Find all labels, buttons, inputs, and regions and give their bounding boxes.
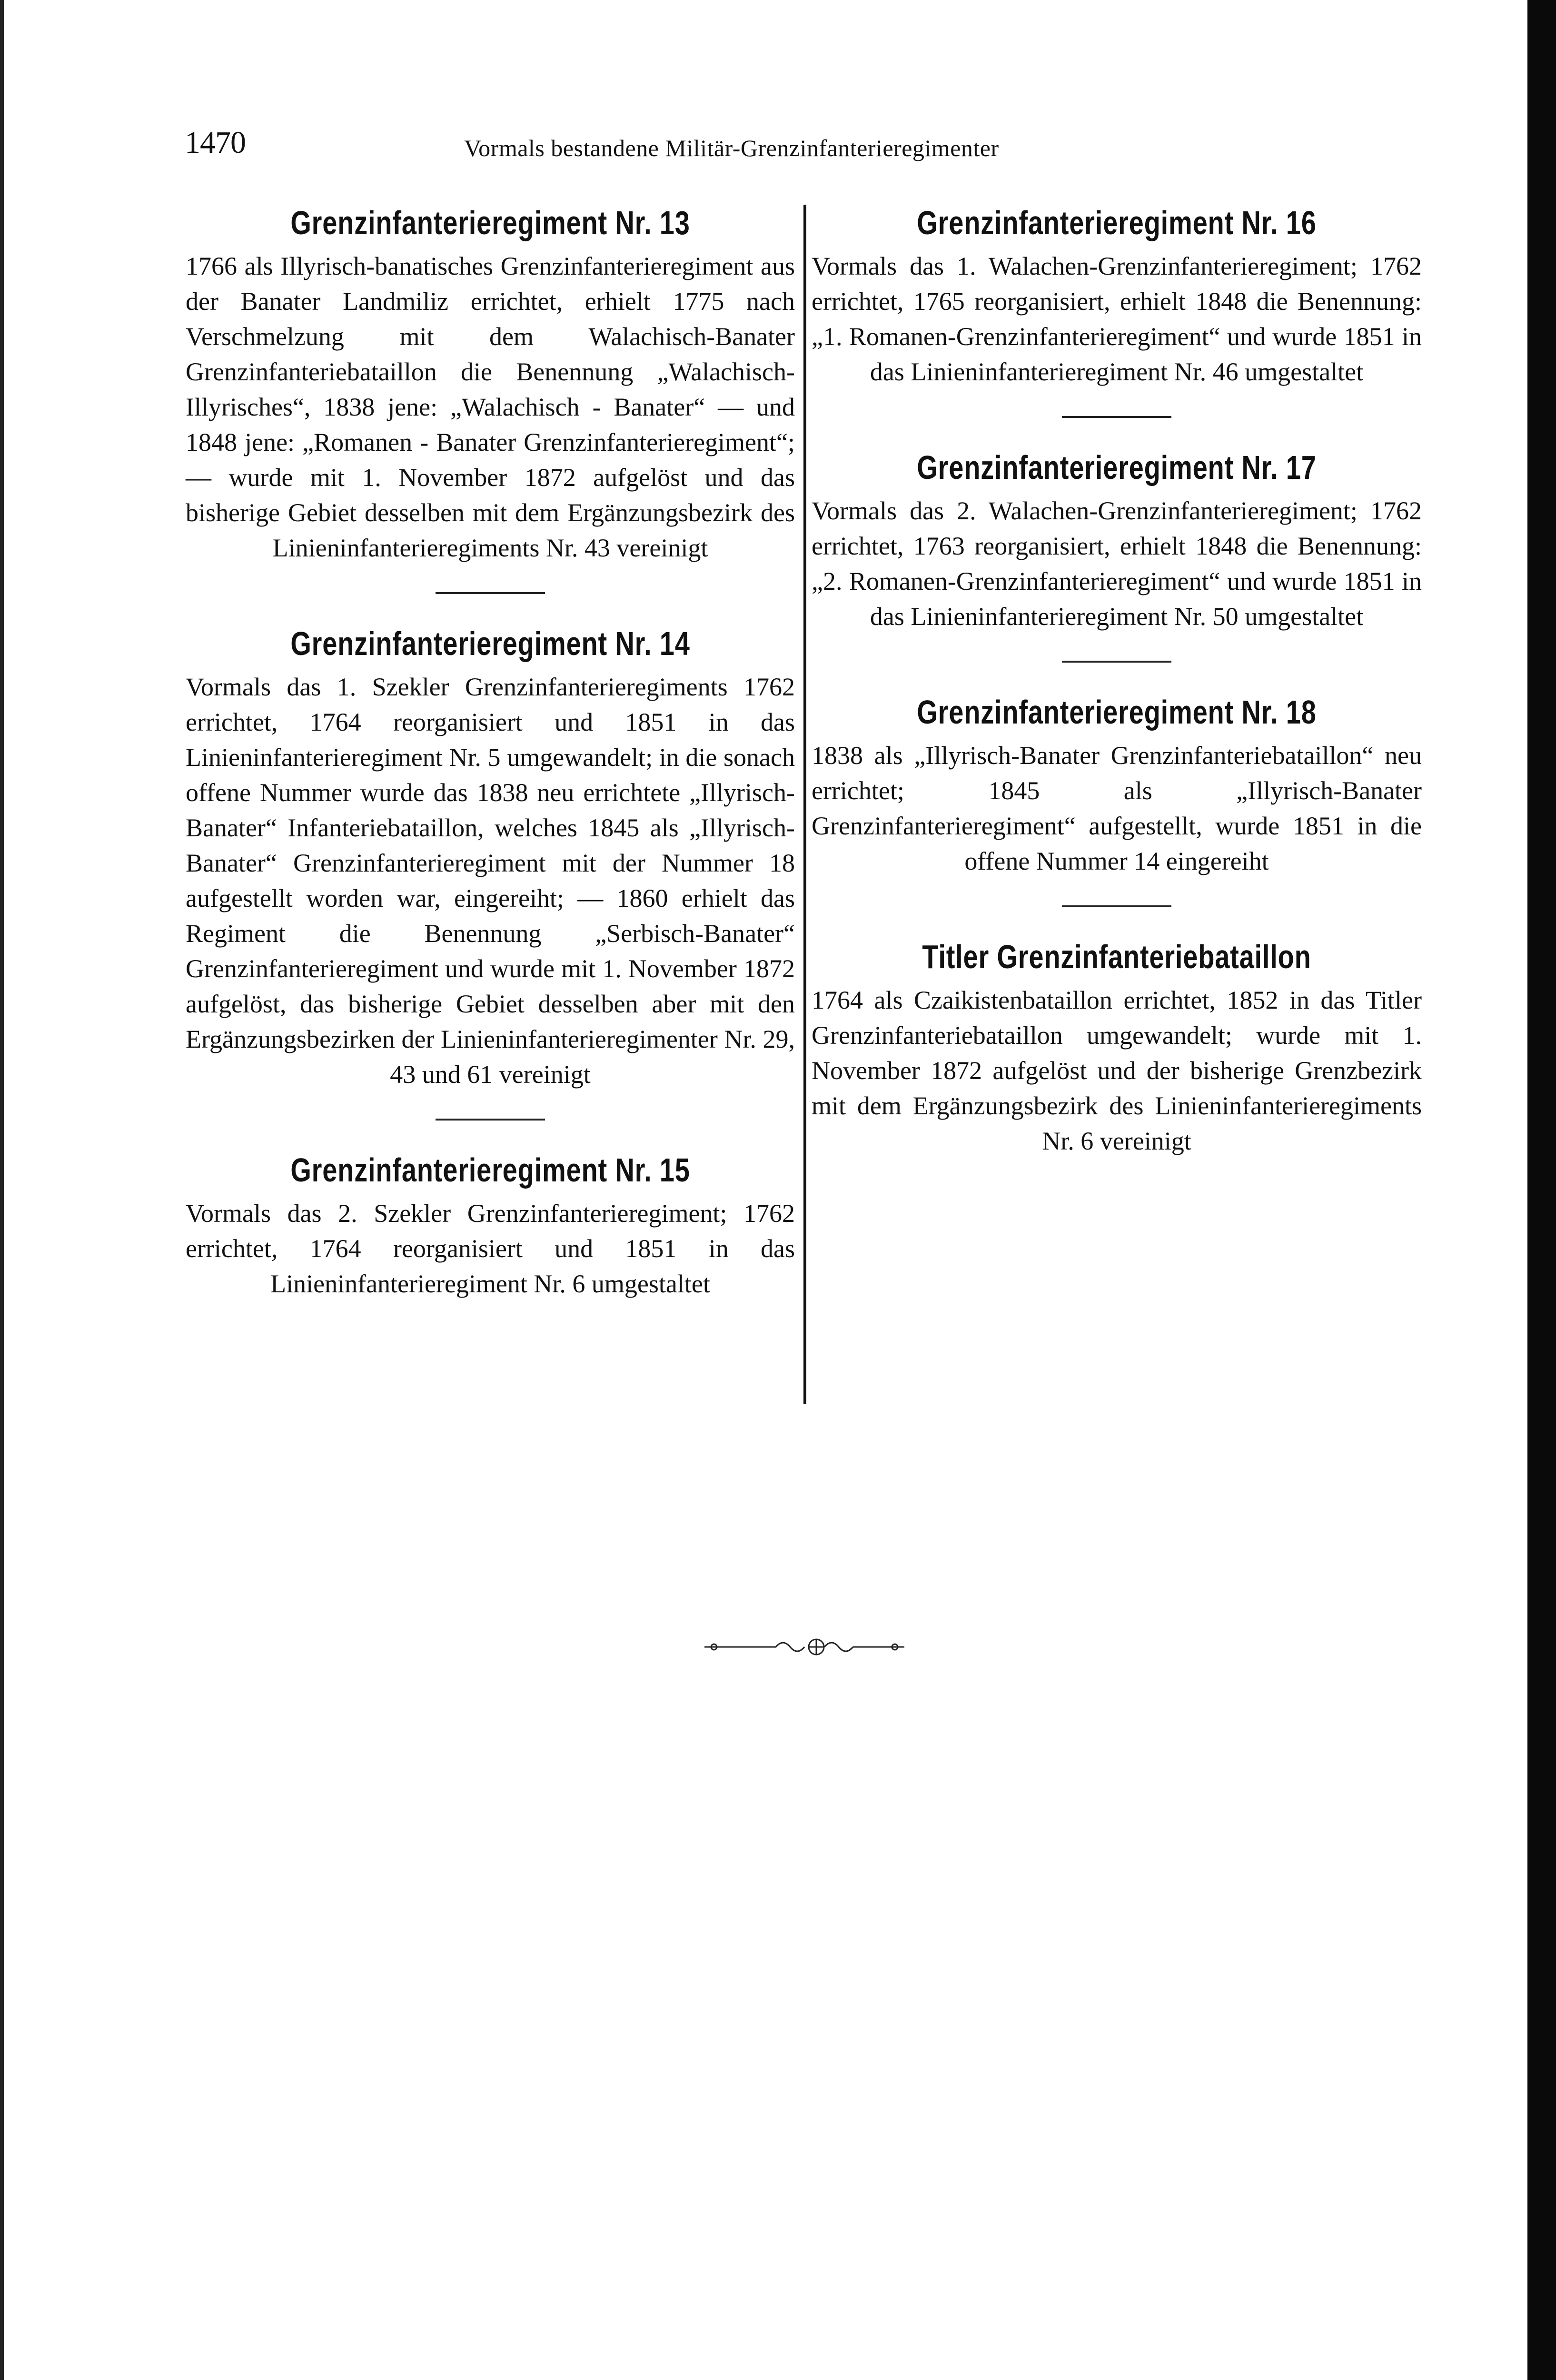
section-regiment-14	[186, 621, 795, 1092]
section-heading: Grenzinfanterieregiment Nr. 16	[917, 204, 1317, 241]
section-regiment-15	[186, 1147, 795, 1301]
section-text: Vormals das 2. Walachen-Grenzinfanterieregiment; 1762 errichtet, 1763 reorganisiert, erhielt 1848 die Benennung: „2. Romanen-Grenzinfanterieregiment“ und wurde 1851 in das Linieninfanterieregiment Nr. 50 umgestaltet	[812, 496, 1422, 631]
end-ornament-icon	[704, 1633, 904, 1661]
section-heading: Grenzinfanterieregiment Nr. 15	[290, 1151, 690, 1189]
section-regiment-18	[812, 689, 1422, 879]
section-rule	[436, 1119, 545, 1121]
section-heading: Titler Grenzinfanteriebataillon	[922, 938, 1311, 975]
section-heading: Grenzinfanterieregiment Nr. 14	[290, 625, 690, 662]
section-rule	[436, 592, 545, 594]
section-heading: Grenzinfanterieregiment Nr. 13	[290, 204, 690, 241]
section-text: Vormals das 1. Walachen-Grenzinfanterieregiment; 1762 errichtet, 1765 reorganisiert, erhielt 1848 die Benennung: „1. Romanen-Grenzinfanterieregiment“ und wurde 1851 in das Linieninfanterieregiment Nr. 46 umgestaltet	[812, 252, 1422, 386]
running-head: Vormals bestandene Militär-Grenzinfanterieregimenter	[464, 135, 999, 161]
right-column	[812, 200, 1422, 1159]
section-text: 1764 als Czaikistenbataillon errichtet, 1852 in das Titler Grenzinfanteriebataillon umgewandelt; wurde mit 1. November 1872 aufgelöst und der bisherige Grenzbezirk mit dem Ergänzungsbezirk des Linieninfanterieregiments Nr. 6 vereinigt	[812, 986, 1422, 1155]
section-heading: Grenzinfanterieregiment Nr. 18	[917, 694, 1317, 731]
left-column	[186, 200, 795, 1301]
section-regiment-17	[812, 445, 1422, 634]
section-regiment-13	[186, 200, 795, 565]
section-rule	[1062, 661, 1171, 663]
section-text: Vormals das 2. Szekler Grenzinfanterieregiment; 1762 errichtet, 1764 reorganisiert und 1851 in das Linieninfanterieregiment Nr. 6 umgestaltet	[186, 1199, 795, 1298]
section-titler-bataillon	[812, 934, 1422, 1159]
section-heading: Grenzinfanterieregiment Nr. 17	[917, 449, 1317, 486]
page-number: 1470	[185, 125, 246, 160]
section-rule	[1062, 416, 1171, 418]
section-regiment-16	[812, 200, 1422, 389]
section-text: Vormals das 1. Szekler Grenzinfanterieregiments 1762 errichtet, 1764 reorganisiert und 1851 in das Linieninfanterieregiment Nr. 5 umgewandelt; in die sonach offene Nummer wurde das 1838 neu errichtete „Illyrisch-Banater“ Infanteriebataillon, welches 1845 als „Illyrisch-Banater“ Grenzinfanterieregiment mit der Nummer 18 aufgestellt worden war, eingereiht; — 1860 erhielt das Regiment die Benennung „Serbisch-Banater“ Grenzinfanterieregiment und wurde mit 1. November 1872 aufgelöst, das bisherige Gebiet desselben aber mit den Ergänzungsbezirken der Linieninfanterieregimenter Nr. 29, 43 und 61 vereinigt	[186, 673, 795, 1089]
section-text: 1766 als Illyrisch-banatisches Grenzinfanterieregiment aus der Banater Landmiliz errichtet, erhielt 1775 nach Verschmelzung mit dem Walachisch-Banater Grenzinfanteriebataillon die Benennung „Walachisch-Illyrisches“, 1838 jene: „Walachisch - Banater“ — und 1848 jene: „Romanen - Banater Grenzinfanterieregiment“; — wurde mit 1. November 1872 aufgelöst und das bisherige Gebiet desselben mit dem Ergänzungsbezirk des Linieninfanterieregiments Nr. 43 vereinigt	[186, 252, 795, 562]
column-divider	[803, 205, 806, 1404]
section-text: 1838 als „Illyrisch-Banater Grenzinfanteriebataillon“ neu errichtet; 1845 als „Illyrisch-Banater Grenzinfanterieregiment“ aufgestellt, wurde 1851 in die offene Nummer 14 eingereiht	[812, 741, 1422, 875]
section-rule	[1062, 905, 1171, 907]
